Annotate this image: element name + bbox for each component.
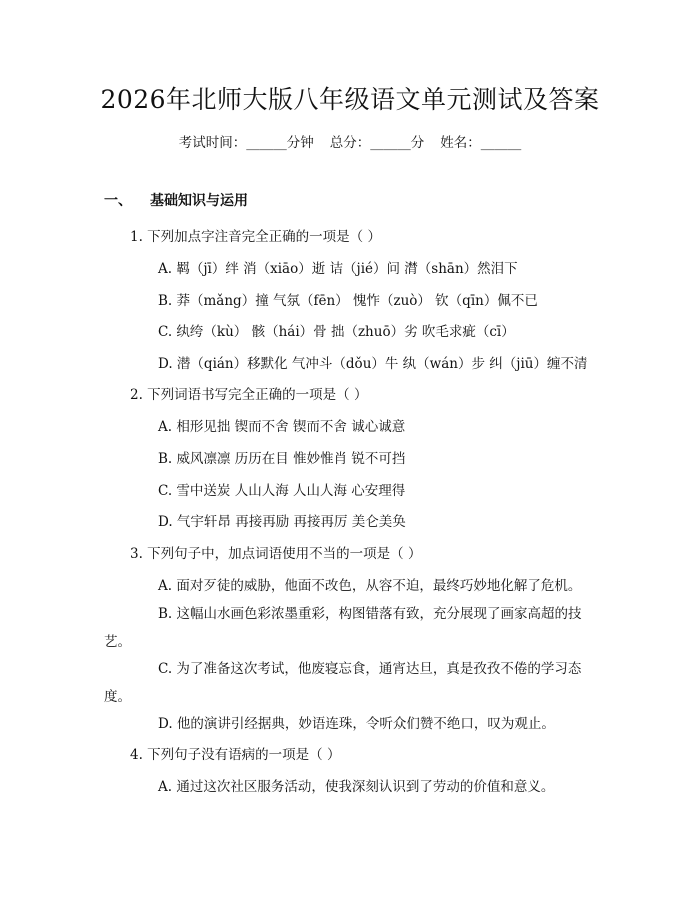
question-option: A. 面对歹徒的威胁，他面不改色，从容不迫，最终巧妙地化解了危机。 [158,578,582,594]
section-number: 一、 [104,193,132,209]
question-option: B. 莽（mǎng）撞 气氛（fēn） 愧怍（zuò） 钦（qīn）佩不已 [158,293,538,309]
document-title: 2026年北师大版八年级语文单元测试及答案 [100,85,600,114]
question-option: A. 羁（jī）绊 消（xiāo）逝 诘（jié）问 潸（shān）然泪下 [158,261,518,277]
section-heading [104,190,248,210]
question-option: D. 潜（qián）移默化 气冲斗（dǒu）牛 纨（wán）步 纠（jiū）缠不清 [158,356,588,372]
question-option: D. 气宇轩昂 再接再励 再接再厉 美仑美奂 [158,514,406,530]
question-option: C. 雪中送炭 人山人海 人山人海 心安理得 [158,483,406,499]
question-option: D. 他的演讲引经据典，妙语连珠，令听众们赞不绝口，叹为观止。 [158,716,555,732]
question-stem: 2. 下列词语书写完全正确的一项是（ ） [130,387,368,403]
exam-meta [0,131,700,151]
question-option: C. 为了准备这次考试，他废寝忘食，通宵达旦，真是孜孜不倦的学习态度。 [104,661,582,705]
question-stem: 1. 下列加点字注音完全正确的一项是（ ） [130,229,381,245]
question-stem: 3. 下列句子中，加点词语使用不当的一项是（ ） [130,546,422,562]
section-title: 基础知识与运用 [150,193,248,209]
question-stem: 4. 下列句子没有语病的一项是（ ） [130,747,341,763]
exam-name-field: 姓名：______ [440,135,522,151]
question-option: B. 威风凛凛 历历在目 惟妙惟肖 锐不可挡 [158,451,406,467]
question-option: C. 纨绔（kù） 骸（hái）骨 拙（zhuō）劣 吹毛求疵（cī） [158,324,515,340]
question-option: A. 通过这次社区服务活动，使我深刻认识到了劳动的价值和意义。 [158,779,555,795]
exam-time: 考试时间：______分钟 [178,135,314,151]
question-option: B. 这幅山水画色彩浓墨重彩，构图错落有致，充分展现了画家高超的技艺。 [104,606,582,650]
question-option: A. 相形见拙 锲而不舍 锲而不舍 诚心诚意 [158,419,406,435]
exam-total-score: 总分：______分 [329,135,425,151]
